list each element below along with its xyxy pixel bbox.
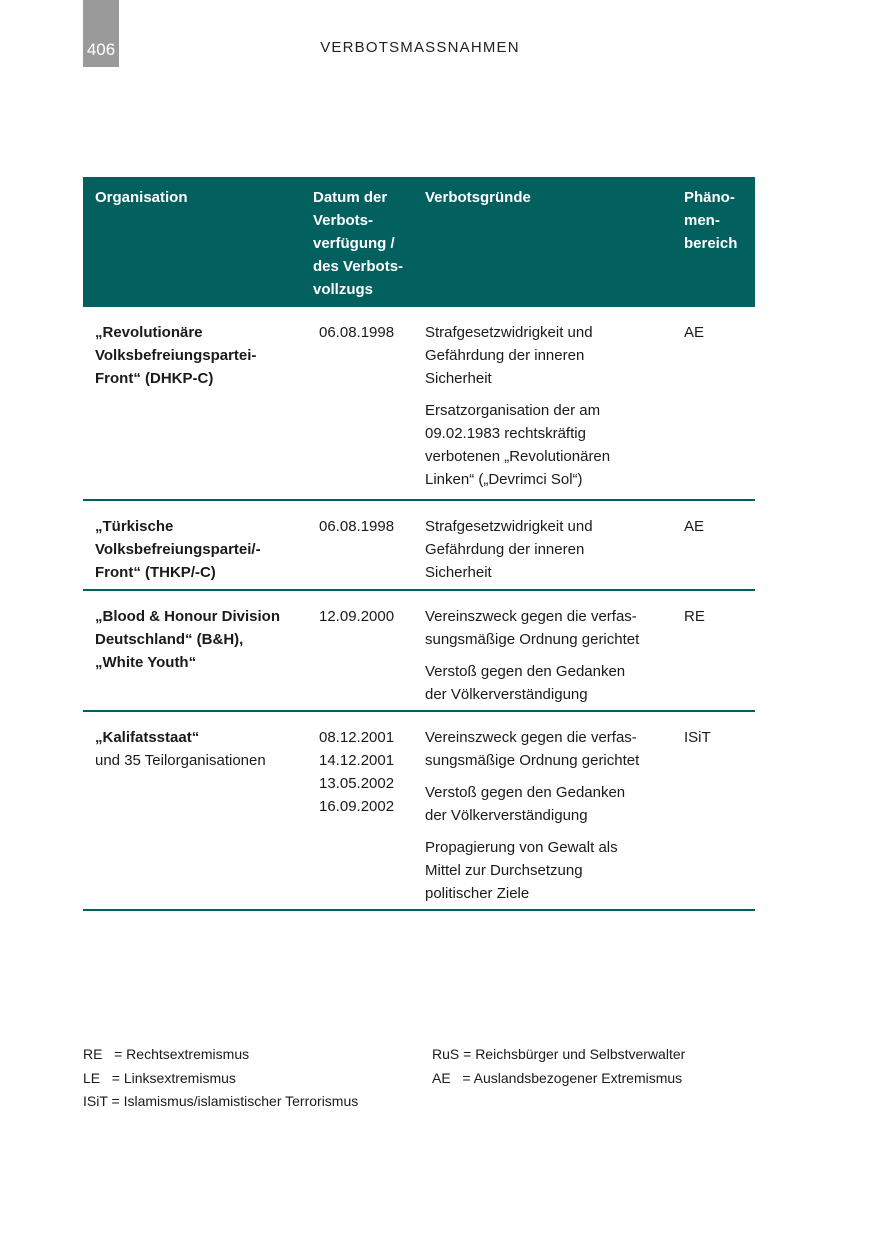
row-reasons — [425, 605, 675, 706]
header-datum: Datum der Verbots- verfügung / des Verbots- vollzugs — [313, 189, 404, 298]
row-dates: 06.08.1998 — [319, 324, 395, 341]
table-row — [83, 712, 755, 911]
org-subtitle: und 35 Teilorganisationen — [95, 752, 266, 769]
row-reasons — [425, 321, 675, 491]
row-bereich: AE — [684, 324, 705, 341]
reason: Propagierung von Gewalt als Mittel zur Durchsetzung politischer Ziele — [425, 839, 618, 902]
row-organisation: „Kalifatsstaat“ und 35 Teilorganisationen — [95, 726, 305, 772]
legend-left — [83, 1043, 358, 1114]
reason: Ersatzorganisation der am 09.02.1983 rechtskräftig verbotenen „Revolutionären Linken“ („Devrimci Sol“) — [425, 402, 611, 488]
table-row — [83, 591, 755, 712]
header-phaenomenbereich: Phäno- men- bereich — [684, 189, 738, 252]
prohibition-table — [83, 177, 755, 911]
reason: Verstoß gegen den Gedanken der Völkerverständigung — [425, 663, 626, 703]
reason: Vereinszweck gegen die verfas- sungsmäßige Ordnung gerichtet — [425, 729, 640, 769]
reason: Strafgesetzwidrigkeit und Gefährdung der inneren Sicherheit — [425, 324, 593, 387]
row-reasons — [425, 515, 675, 584]
row-bereich: AE — [684, 518, 705, 535]
legend-item: RuS = Reichsbürger und Selbstverwalter — [432, 1046, 686, 1062]
running-head: VERBOTSMASSNAHMEN — [320, 39, 520, 56]
reason: Verstoß gegen den Gedanken der Völkerverständigung — [425, 784, 626, 824]
row-reasons — [425, 726, 675, 905]
row-dates: 08.12.2001 14.12.2001 13.05.2002 16.09.2002 — [319, 729, 395, 815]
row-dates: 12.09.2000 — [319, 608, 395, 625]
legend-item: AE = Auslandsbezogener Extremismus — [432, 1069, 683, 1086]
legend-right — [432, 1043, 685, 1090]
table-row — [83, 307, 755, 501]
page-number: 406 — [86, 40, 116, 59]
row-bereich: ISiT — [684, 729, 711, 746]
row-organisation: „Blood & Honour Division Deutschland“ (B&H), „White Youth“ — [95, 608, 280, 671]
legend-item: LE = Linksextremismus — [83, 1069, 236, 1086]
row-organisation: „Türkische Volksbefreiungspartei/- Front“ (THKP/-C) — [95, 518, 261, 581]
header-organisation: Organisation — [95, 189, 188, 206]
row-dates: 06.08.1998 — [319, 518, 395, 535]
header-verbotsgruende: Verbotsgründe — [425, 189, 531, 206]
table-row — [83, 501, 755, 591]
legend-item: RE = Rechtsextremismus — [83, 1046, 250, 1062]
row-bereich: RE — [684, 608, 705, 625]
reason: Strafgesetzwidrigkeit und Gefährdung der inneren Sicherheit — [425, 518, 593, 581]
row-organisation: „Revolutionäre Volksbefreiungspartei- Front“ (DHKP-C) — [95, 324, 257, 387]
reason: Vereinszweck gegen die verfas- sungsmäßige Ordnung gerichtet — [425, 608, 640, 648]
legend-item: ISiT = Islamismus/islamistischer Terrorismus — [83, 1093, 359, 1109]
table-header — [83, 177, 755, 307]
